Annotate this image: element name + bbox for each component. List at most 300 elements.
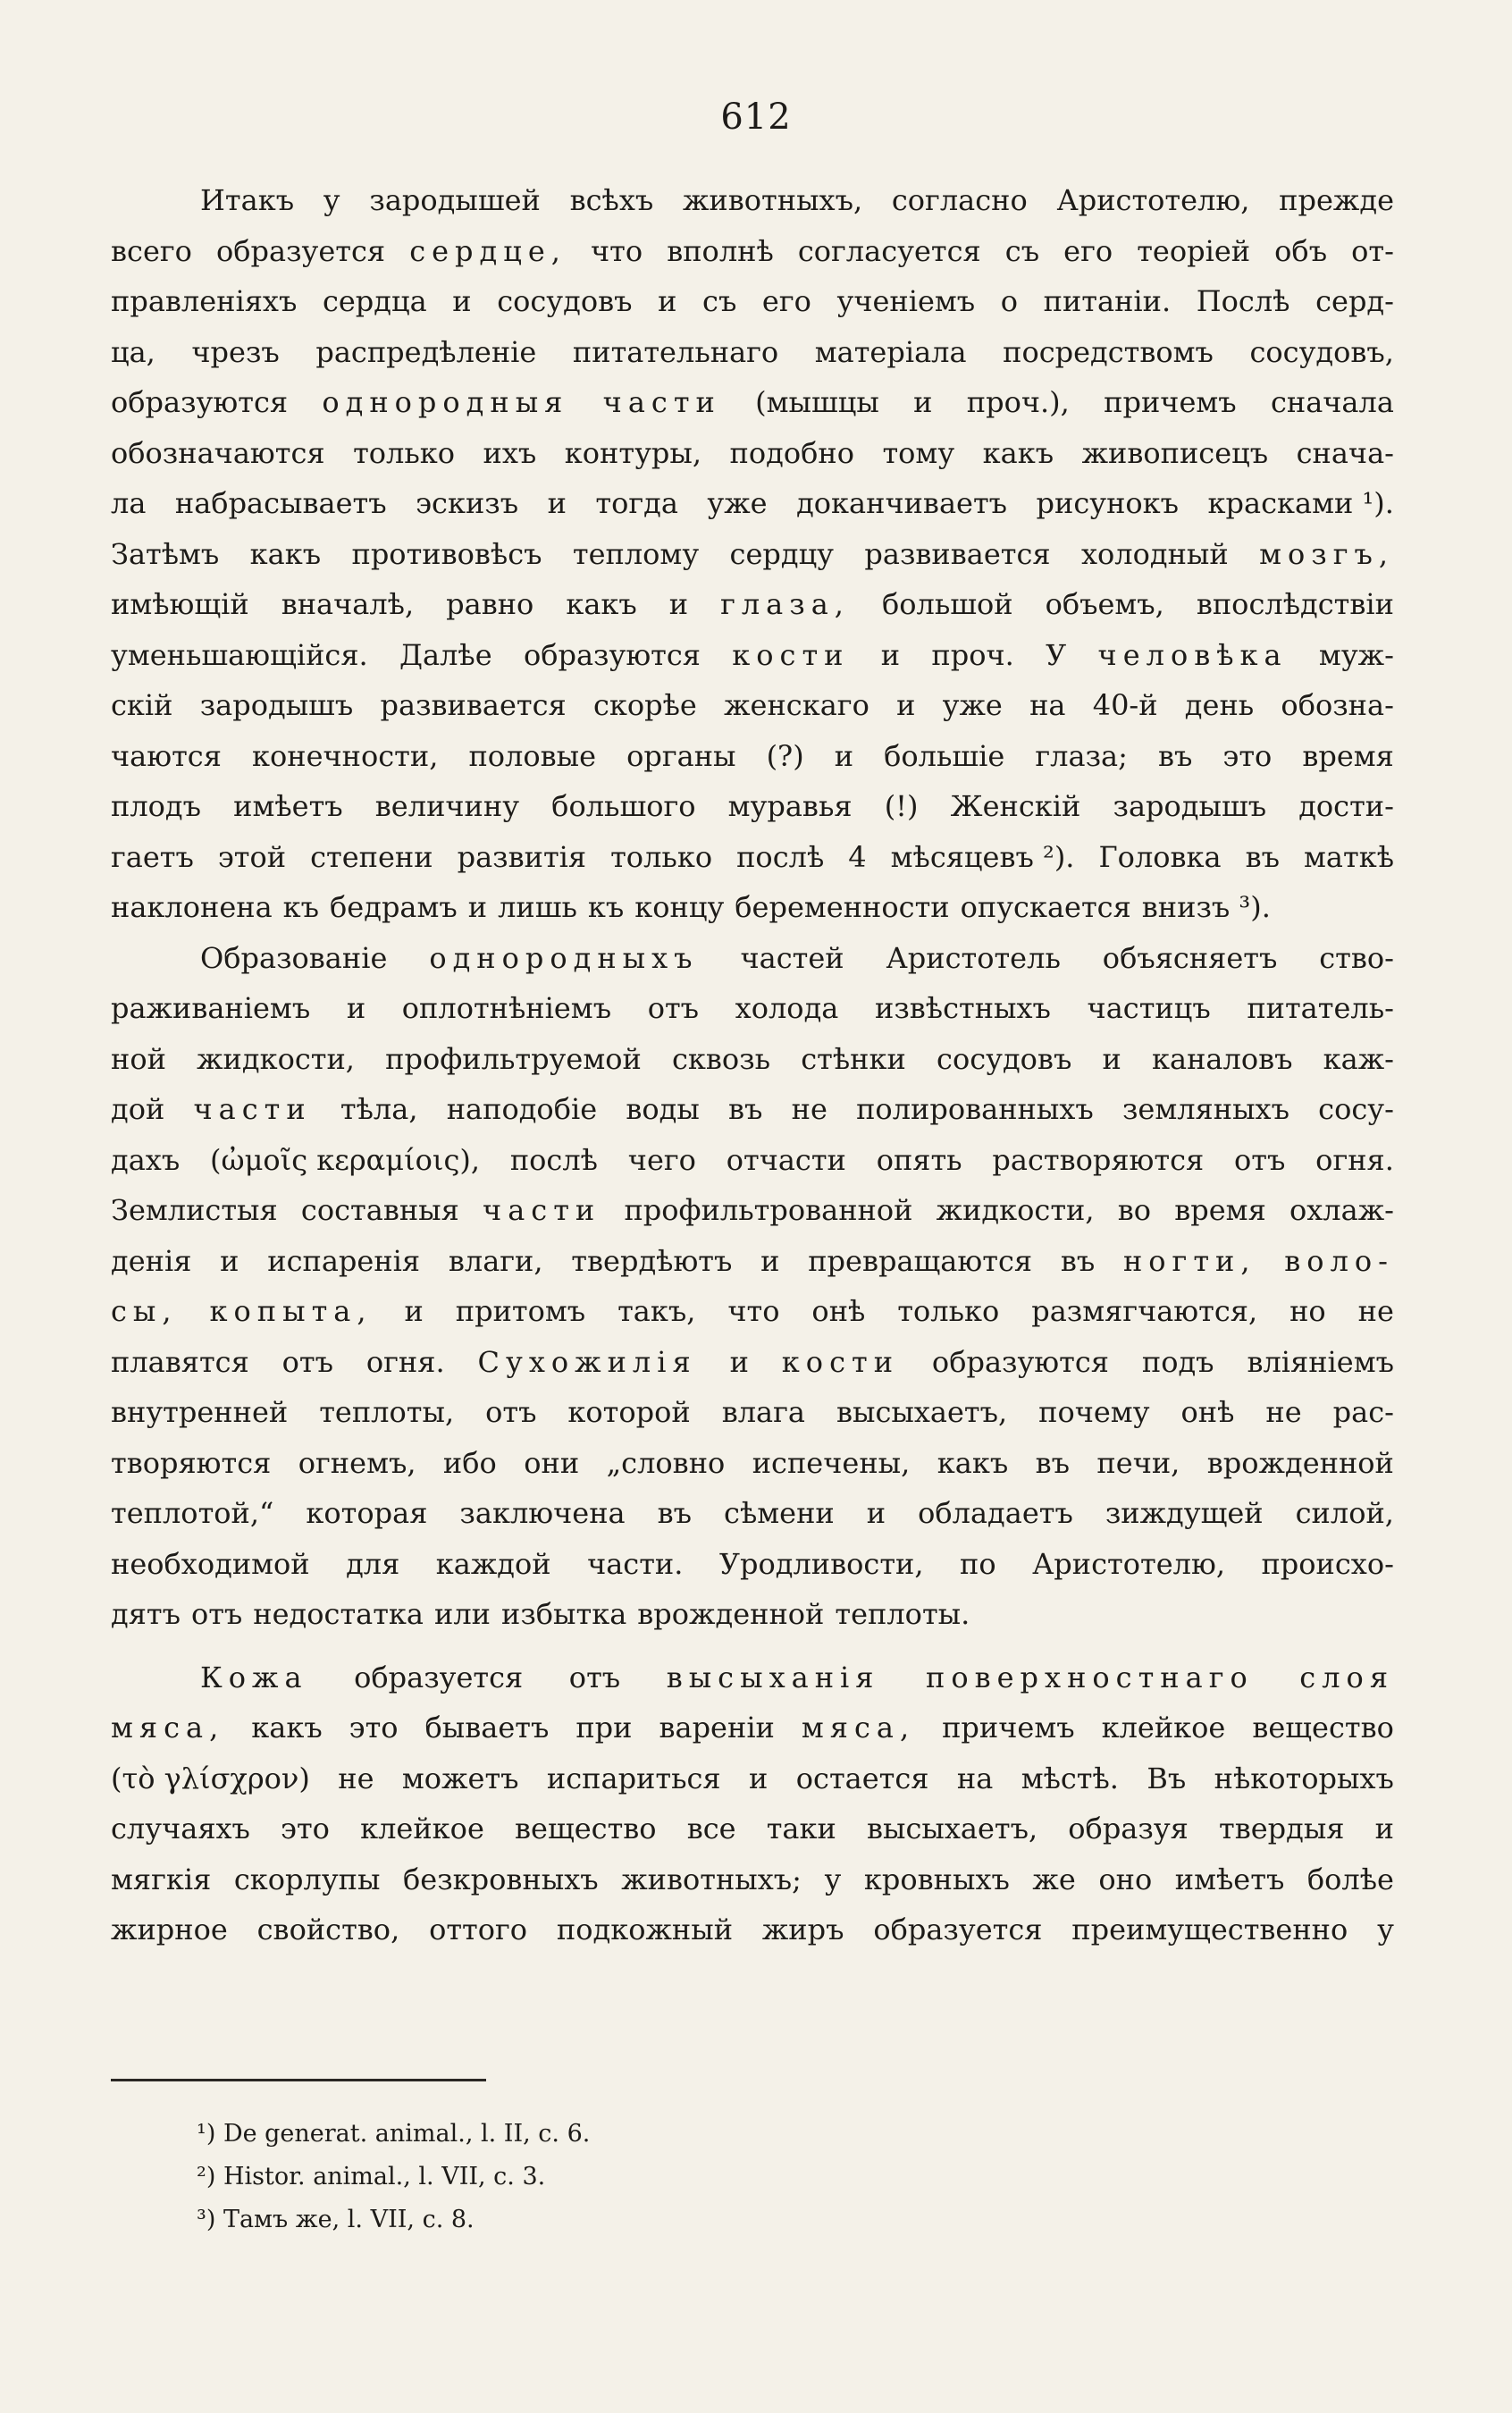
word: У xyxy=(1046,637,1067,672)
word: тому xyxy=(882,435,955,470)
word: высыхаетъ, xyxy=(866,1812,1038,1845)
word: контуры, xyxy=(564,435,702,470)
text-line xyxy=(111,226,1394,277)
word: обозначаются xyxy=(111,435,325,470)
word: ла xyxy=(111,486,147,520)
word: и xyxy=(404,1294,424,1328)
word: у xyxy=(824,1862,842,1896)
word: которая xyxy=(306,1496,428,1530)
word: ной xyxy=(111,1041,166,1076)
word: и xyxy=(729,1344,749,1379)
word: большой xyxy=(881,587,1013,621)
word: объемъ, xyxy=(1045,587,1164,621)
word: какъ xyxy=(566,587,637,621)
text-line xyxy=(111,933,1394,984)
word: плодъ xyxy=(111,789,201,823)
word: Уродливости, xyxy=(718,1546,924,1581)
text-line xyxy=(111,983,1394,1034)
word: глаза, xyxy=(720,587,850,621)
word: земляныхъ xyxy=(1121,1092,1289,1126)
word: Аристотелю, xyxy=(1056,183,1250,217)
text-line xyxy=(111,731,1394,782)
text-line xyxy=(111,1539,1394,1590)
word: теплому xyxy=(572,536,700,571)
word: и xyxy=(880,637,901,672)
word: и xyxy=(346,991,366,1025)
word: имѣетъ xyxy=(233,789,343,823)
word: по xyxy=(960,1546,996,1581)
word: Сухожилія xyxy=(477,1344,697,1379)
word: не xyxy=(791,1092,827,1126)
word: (τὸ γλίσχρον) xyxy=(111,1761,310,1795)
word: это xyxy=(281,1812,330,1845)
word: Итакъ xyxy=(200,183,295,217)
word: кровныхъ xyxy=(863,1862,1010,1896)
word: проч.), xyxy=(966,385,1070,419)
word: питаніи. xyxy=(1043,284,1172,318)
text-line xyxy=(111,1135,1394,1186)
word: стѣнки xyxy=(801,1041,906,1076)
word: холода xyxy=(735,991,839,1025)
word: правленіяхъ xyxy=(111,284,298,318)
word: профильтруемой xyxy=(385,1041,642,1076)
paragraph-gap xyxy=(111,1640,1394,1652)
word: день xyxy=(1184,688,1255,722)
word: подъ xyxy=(1141,1344,1214,1379)
word: наподобіе xyxy=(446,1092,598,1126)
word: отчасти xyxy=(726,1142,846,1177)
word: это xyxy=(349,1711,399,1745)
word: беременности xyxy=(735,890,950,924)
word: сы, xyxy=(111,1294,178,1328)
word: части xyxy=(602,385,721,419)
word: съ xyxy=(702,284,737,318)
word: недостатка xyxy=(253,1597,424,1631)
word: теплотой,“ xyxy=(111,1496,274,1530)
word: преимущественно xyxy=(1071,1913,1348,1946)
word: сѣмени xyxy=(724,1496,835,1530)
word: съ xyxy=(1004,233,1040,268)
word: частицъ xyxy=(1087,991,1211,1025)
word: избытка xyxy=(500,1597,627,1631)
word: остается xyxy=(795,1761,929,1795)
text-line xyxy=(111,1803,1394,1854)
text-line xyxy=(111,1589,1394,1640)
word: холодный xyxy=(1080,536,1229,571)
word: заключена xyxy=(459,1496,626,1530)
text-line xyxy=(111,1337,1394,1388)
word: чрезъ xyxy=(191,334,280,369)
word: части xyxy=(483,1193,601,1227)
word: оно xyxy=(1098,1862,1153,1896)
word: однородныя xyxy=(322,385,569,419)
word: степени xyxy=(310,839,433,874)
word: обозна- xyxy=(1281,688,1394,722)
text-line xyxy=(111,1084,1394,1135)
word: вначалѣ, xyxy=(281,587,415,621)
word: равно xyxy=(446,587,534,621)
word: большіе xyxy=(884,738,1005,773)
word: мяса, xyxy=(801,1711,916,1745)
text-line xyxy=(111,1236,1394,1287)
word: питательнаго xyxy=(572,334,779,369)
word: у xyxy=(323,183,340,217)
word: уменьшающійся. xyxy=(111,637,368,672)
word: что xyxy=(591,233,643,268)
word: гаетъ xyxy=(111,839,194,874)
word: чего xyxy=(627,1142,696,1177)
word: для xyxy=(346,1546,400,1581)
word: питатель- xyxy=(1247,991,1394,1025)
word: концу xyxy=(634,890,725,924)
word: болѣе xyxy=(1306,1862,1394,1896)
word: муж- xyxy=(1318,637,1394,672)
word: проч. xyxy=(931,637,1014,672)
word: сосудовъ, xyxy=(1249,334,1394,369)
word: сердцу xyxy=(729,536,834,571)
word: уже xyxy=(707,486,768,520)
word: вареніи xyxy=(659,1711,775,1745)
word: отъ xyxy=(485,1395,537,1429)
word: огня. xyxy=(365,1344,445,1379)
text-line xyxy=(111,478,1394,529)
word: уже xyxy=(942,688,1003,722)
word: не xyxy=(1357,1294,1394,1328)
word: глаза; xyxy=(1035,738,1128,773)
word: и xyxy=(760,1243,780,1278)
word: таки xyxy=(766,1812,836,1845)
word: величину xyxy=(374,789,520,823)
word: сосудовъ xyxy=(497,284,633,318)
word: въ xyxy=(1157,738,1193,773)
word: зародышъ xyxy=(1113,789,1267,823)
word: матеріала xyxy=(814,334,967,369)
word: всего xyxy=(111,233,192,268)
word: жиръ xyxy=(761,1913,844,1946)
word: испечены, xyxy=(752,1445,911,1480)
word: при xyxy=(575,1711,633,1745)
word: 4 xyxy=(848,839,867,874)
word: образуется xyxy=(354,1660,524,1694)
word: и xyxy=(668,587,689,621)
word: послѣ xyxy=(736,839,825,874)
word: Аристотель xyxy=(886,940,1061,975)
word: на xyxy=(956,1761,994,1795)
word: дой xyxy=(111,1092,165,1126)
text-line xyxy=(111,1438,1394,1489)
word: образуя xyxy=(1068,1812,1189,1845)
word: части xyxy=(193,1092,312,1126)
word: ногти, xyxy=(1122,1243,1256,1278)
word: серд- xyxy=(1315,284,1394,318)
text-line xyxy=(111,175,1394,226)
word: необходимой xyxy=(111,1546,310,1581)
word: сосу- xyxy=(1318,1092,1394,1126)
text-line xyxy=(111,1854,1394,1905)
text-line xyxy=(111,1488,1394,1539)
word: высыхаетъ, xyxy=(836,1395,1008,1429)
word: притомъ xyxy=(455,1294,586,1328)
word: зародышъ xyxy=(199,688,354,722)
word: въ xyxy=(1060,1243,1096,1278)
word: нѣкоторыхъ xyxy=(1214,1761,1394,1795)
word: и xyxy=(452,284,472,318)
word: дятъ xyxy=(111,1597,181,1631)
word: они xyxy=(524,1445,580,1480)
word: 40-й xyxy=(1092,688,1158,722)
word: и xyxy=(1102,1041,1121,1076)
footnotes xyxy=(197,2113,590,2241)
word: свойство, xyxy=(256,1913,400,1946)
word: сердца xyxy=(322,284,427,318)
word: опять xyxy=(876,1142,962,1177)
text-line xyxy=(111,579,1394,630)
word: животныхъ; xyxy=(621,1862,802,1896)
word: его xyxy=(761,284,811,318)
word: полированныхъ xyxy=(856,1092,1094,1126)
word: бедрамъ xyxy=(330,890,458,924)
word: творяются xyxy=(111,1445,272,1480)
word: образуется xyxy=(873,1913,1043,1946)
word: клейкое xyxy=(1101,1711,1226,1745)
word: снача- xyxy=(1296,435,1394,470)
word: согласуется xyxy=(797,233,981,268)
word: лишь xyxy=(498,890,577,924)
word: и xyxy=(749,1761,769,1795)
word: твердыя xyxy=(1218,1812,1345,1845)
word: какъ xyxy=(249,536,322,571)
word: отъ xyxy=(647,991,700,1025)
word: сквозь xyxy=(671,1041,771,1076)
text-line xyxy=(111,377,1394,428)
word: или xyxy=(434,1597,491,1631)
word: какъ xyxy=(251,1711,323,1745)
word: части. xyxy=(587,1546,684,1581)
word: каждой xyxy=(435,1546,551,1581)
word: въ xyxy=(657,1496,693,1530)
word: оттого xyxy=(429,1913,528,1946)
word: теплоты, xyxy=(319,1395,455,1429)
word: подкожный xyxy=(556,1913,734,1946)
word: клейкое xyxy=(360,1812,484,1845)
word: развивается xyxy=(864,536,1051,571)
word: воло- xyxy=(1284,1243,1394,1278)
word: время xyxy=(1174,1193,1266,1227)
word: что xyxy=(727,1294,780,1328)
word: эскизъ xyxy=(416,486,519,520)
word: какъ xyxy=(937,1445,1009,1480)
word: дости- xyxy=(1298,789,1394,823)
word: влаги, xyxy=(448,1243,543,1278)
word: (мышцы xyxy=(755,385,879,419)
word: охлаж- xyxy=(1289,1193,1394,1227)
word: от- xyxy=(1351,233,1394,268)
word: опускается xyxy=(960,890,1131,924)
word: случаяхъ xyxy=(111,1812,250,1845)
word: сердце, xyxy=(409,233,567,268)
word: Женскій xyxy=(950,789,1081,823)
word: и xyxy=(220,1243,239,1278)
word: врожденной xyxy=(1206,1445,1394,1480)
word: высыханія xyxy=(666,1660,880,1694)
word: отъ xyxy=(568,1660,621,1694)
word: и xyxy=(834,738,854,773)
word: развитія xyxy=(457,839,587,874)
word: твердѣютъ xyxy=(571,1243,733,1278)
word: въ xyxy=(728,1092,763,1126)
word: зиждущей xyxy=(1105,1496,1264,1530)
text-line xyxy=(111,529,1394,580)
word: развивается xyxy=(380,688,567,722)
word: органы xyxy=(626,738,736,773)
word: объясняетъ xyxy=(1102,940,1278,975)
word: ихъ xyxy=(483,435,537,470)
word: у xyxy=(1377,1913,1394,1946)
word: жидкости, xyxy=(936,1193,1095,1227)
word: къ xyxy=(587,890,625,924)
word: воды xyxy=(626,1092,700,1126)
text-line xyxy=(111,630,1394,681)
text-line xyxy=(111,1387,1394,1438)
word: кости xyxy=(732,637,850,672)
text-line xyxy=(111,1652,1394,1703)
text-line xyxy=(111,680,1394,731)
word: время xyxy=(1302,738,1394,773)
word: противовѣсъ xyxy=(351,536,542,571)
word: о xyxy=(1000,284,1019,318)
word: копыта, xyxy=(209,1294,373,1328)
word: маткѣ xyxy=(1304,839,1394,874)
word: бываетъ xyxy=(424,1711,550,1745)
word: тогда xyxy=(595,486,678,520)
word: ство- xyxy=(1319,940,1394,975)
word: имѣетъ xyxy=(1174,1862,1285,1896)
word: жидкости, xyxy=(197,1041,355,1076)
word: отъ xyxy=(1234,1142,1286,1177)
footnote: ³) Тамъ же, l. VII, c. 8. xyxy=(197,2206,475,2233)
word: Послѣ xyxy=(1196,284,1290,318)
word: его xyxy=(1063,233,1113,268)
word: подобно xyxy=(729,435,854,470)
word: образуются xyxy=(111,385,289,419)
word: посредствомъ xyxy=(1003,334,1214,369)
word: только xyxy=(610,839,713,874)
word: „словно xyxy=(606,1445,726,1480)
word: сначала xyxy=(1270,385,1394,419)
text-line xyxy=(111,1034,1394,1085)
word: и xyxy=(467,890,488,924)
word: теоріей xyxy=(1137,233,1251,268)
word: конечности, xyxy=(251,738,439,773)
word: безкровныхъ xyxy=(403,1862,599,1896)
word: и xyxy=(1374,1812,1394,1845)
word: Затѣмъ xyxy=(111,536,220,571)
word: превращаются xyxy=(808,1243,1033,1278)
footnote: ¹) De generat. animal., l. II, c. 6. xyxy=(197,2120,591,2148)
word: частей xyxy=(740,940,844,975)
word: каж- xyxy=(1323,1041,1394,1076)
word: плавятся xyxy=(111,1344,249,1379)
text-line xyxy=(111,276,1394,327)
text-line xyxy=(111,1703,1394,1753)
word: теплоты. xyxy=(835,1597,970,1631)
word: денія xyxy=(111,1243,192,1278)
word: размягчаются, xyxy=(1031,1294,1258,1328)
word: мягкія xyxy=(111,1862,212,1896)
word: поверхностнаго xyxy=(926,1660,1254,1694)
word: Образованіе xyxy=(200,940,388,975)
word: объ xyxy=(1274,233,1328,268)
text-line xyxy=(111,832,1394,883)
word: мяса, xyxy=(111,1711,225,1745)
word: влага xyxy=(721,1395,805,1429)
word: мѣстѣ. xyxy=(1021,1761,1119,1795)
word: онѣ xyxy=(1180,1395,1235,1429)
word: красками ¹). xyxy=(1207,486,1394,520)
word: и xyxy=(913,385,933,419)
word: дахъ xyxy=(111,1142,181,1177)
word: все xyxy=(686,1812,736,1845)
word: жирное xyxy=(111,1913,228,1946)
word: испаренія xyxy=(267,1243,421,1278)
word: скорлупы xyxy=(233,1862,381,1896)
word: распредѣленіе xyxy=(315,334,537,369)
word: образуются xyxy=(523,637,701,672)
word: (ὠμοῖς κεραμίοις), xyxy=(210,1142,481,1177)
word: образуются xyxy=(931,1344,1109,1379)
text-line xyxy=(111,781,1394,832)
word: скій xyxy=(111,688,173,722)
word: во xyxy=(1117,1193,1152,1227)
word: силой, xyxy=(1295,1496,1394,1530)
word: Далѣе xyxy=(399,637,492,672)
word: ученіемъ xyxy=(836,284,976,318)
word: (!) xyxy=(884,789,919,823)
word: почему xyxy=(1038,1395,1150,1429)
text-line xyxy=(111,428,1394,479)
word: не xyxy=(1265,1395,1302,1429)
word: Головка xyxy=(1098,839,1222,874)
word: и xyxy=(896,688,916,722)
footnote: ²) Histor. animal., l. VII, c. 3. xyxy=(197,2163,546,2190)
word: къ xyxy=(282,890,320,924)
word: можетъ xyxy=(401,1761,519,1795)
text-line xyxy=(111,1286,1394,1337)
body-text xyxy=(111,175,1394,1955)
word: растворяются xyxy=(992,1142,1205,1177)
word: только xyxy=(897,1294,1000,1328)
page-number: 612 xyxy=(720,97,792,138)
word: женскаго xyxy=(724,688,869,722)
word: это xyxy=(1222,738,1273,773)
word: каналовъ xyxy=(1152,1041,1293,1076)
word: на xyxy=(1029,688,1066,722)
word: такъ, xyxy=(617,1294,696,1328)
word: большого xyxy=(551,789,696,823)
word: половые xyxy=(468,738,597,773)
word: ибо xyxy=(442,1445,497,1480)
word: скорѣе xyxy=(592,688,697,722)
word: послѣ xyxy=(509,1142,598,1177)
word: этой xyxy=(217,839,287,874)
word: вещество xyxy=(1252,1711,1394,1745)
word: внизъ ³). xyxy=(1141,890,1271,924)
word: но xyxy=(1289,1294,1326,1328)
word: рас- xyxy=(1332,1395,1394,1429)
word: какъ xyxy=(982,435,1054,470)
word: Въ xyxy=(1147,1761,1187,1795)
word: раживаніемъ xyxy=(111,991,311,1025)
